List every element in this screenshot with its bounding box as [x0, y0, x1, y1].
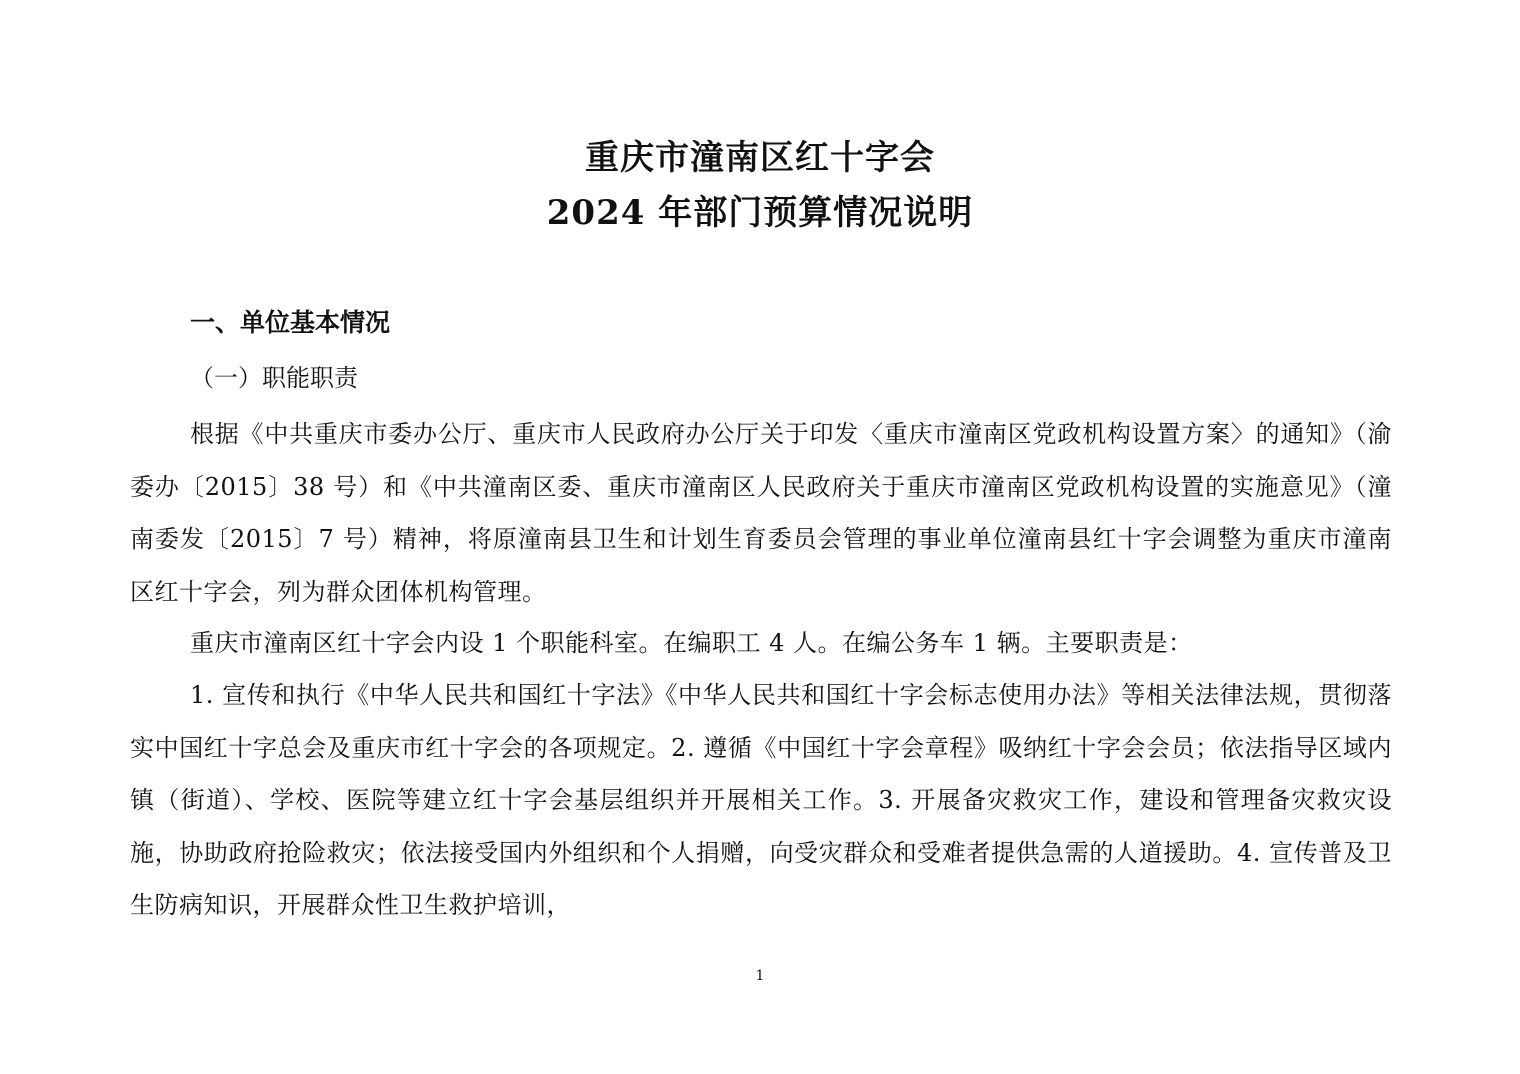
section-heading: 一、单位基本情况: [190, 308, 391, 337]
paragraph-basis: 根据《中共重庆市委办公厅、重庆市人民政府办公厅关于印发〈重庆市潼南区党政机构设置方案〉的通知》（渝委办〔2015〕38 号）和《中共潼南区委、重庆市潼南区人民政府关于重庆市潼南区党政机构设置的实施意见》（潼南委发〔2015〕7 号）精神，将原潼南县卫生和计划生育委员会管理的事业单位潼南县红十字会调整为重庆市潼南区红十字会，列为群众团体机构管理。: [130, 420, 1392, 606]
paragraph-duties: 1. 宣传和执行《中华人民共和国红十字法》《中华人民共和国红十字会标志使用办法》等相关法律法规，贯彻落实中国红十字总会及重庆市红十字会的各项规定。2. 遵循《中国红十字会章程》吸纳红十字会会员；依法指导区域内镇（街道）、学校、医院等建立红十字会基层组织并开展相关工作。3. 开展备灾救灾工作，建设和管理备灾救灾设施，协助政府抢险救灾；依法接受国内外组织和个人捐赠，向受灾群众和受难者提供急需的人道援助。4. 宣传普及卫生防病知识，开展群众性卫生救护培训，: [130, 681, 1392, 919]
document-title-line2: 2024 年部门预算情况说明: [546, 193, 974, 233]
document-title-line1: 重庆市潼南区红十字会: [585, 138, 935, 178]
paragraph-organization: 重庆市潼南区红十字会内设 1 个职能科室。在编职工 4 人。在编公务车 1 辆。主要职责是：: [190, 629, 1193, 657]
page-number: 1: [755, 968, 765, 984]
subsection-heading: （一）职能职责: [190, 364, 358, 392]
